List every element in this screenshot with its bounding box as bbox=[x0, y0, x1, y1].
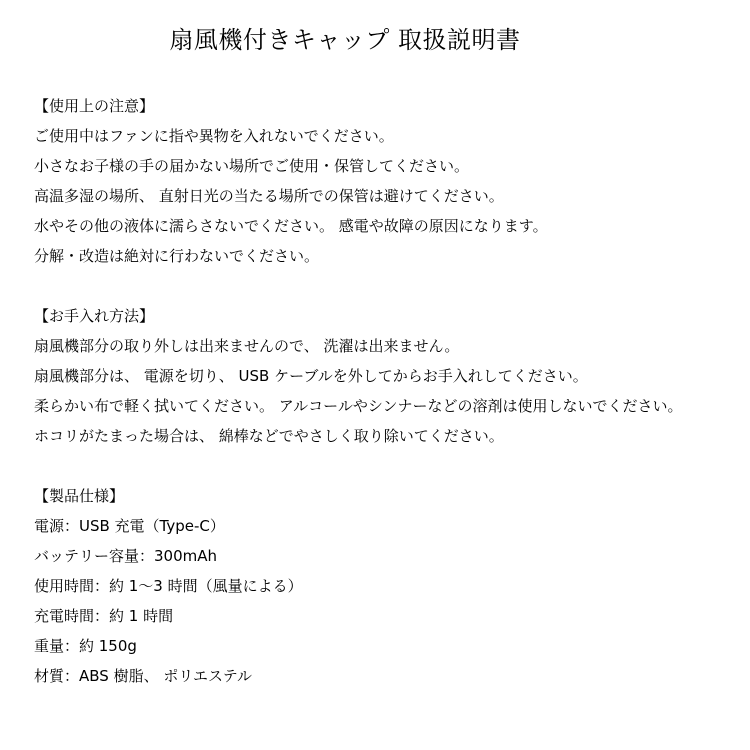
text-line: ご使用中はファンに指や異物を入れないでください。 bbox=[34, 127, 394, 145]
section-heading: 【使用上の注意】 bbox=[34, 97, 155, 115]
spec-line: 使用時間：約 1〜3 時間（風量による） bbox=[34, 577, 303, 595]
text-line: 扇風機部分は、 電源を切り、 USB ケーブルを外してからお手入れしてください。 bbox=[34, 367, 588, 385]
spec-line: 電源：USB 充電（Type-C） bbox=[34, 517, 225, 535]
section-care bbox=[34, 301, 734, 451]
spec-line: 充電時間：約 1 時間 bbox=[34, 607, 174, 625]
section-heading: 【お手入れ方法】 bbox=[34, 307, 155, 325]
spec-line: 材質：ABS 樹脂、 ポリエステル bbox=[34, 667, 252, 685]
spec-line: バッテリー容量：300mAh bbox=[34, 547, 218, 565]
spec-line: 重量：約 150g bbox=[34, 637, 137, 655]
text-line: 扇風機部分の取り外しは出来ませんので、 洗濯は出来ません。 bbox=[34, 337, 460, 355]
section-specifications bbox=[34, 481, 734, 691]
section-caution bbox=[34, 91, 734, 271]
text-line: 柔らかい布で軽く拭いてください。 アルコールやシンナーなどの溶剤は使用しないでください。 bbox=[34, 397, 683, 415]
text-line: 分解・改造は絶対に行わないでください。 bbox=[34, 247, 320, 265]
text-line: ホコリがたまった場合は、 綿棒などでやさしく取り除いてください。 bbox=[34, 427, 504, 445]
text-line: 水やその他の液体に濡らさないでください。 感電や故障の原因になります。 bbox=[34, 217, 548, 235]
text-line: 高温多湿の場所、 直射日光の当たる場所での保管は避けてください。 bbox=[34, 187, 504, 205]
text-line: 小さなお子様の手の届かない場所でご使用・保管してください。 bbox=[34, 157, 470, 175]
page-title: 扇風機付きキャップ 取扱説明書 bbox=[169, 26, 521, 54]
section-heading: 【製品仕様】 bbox=[34, 487, 125, 505]
